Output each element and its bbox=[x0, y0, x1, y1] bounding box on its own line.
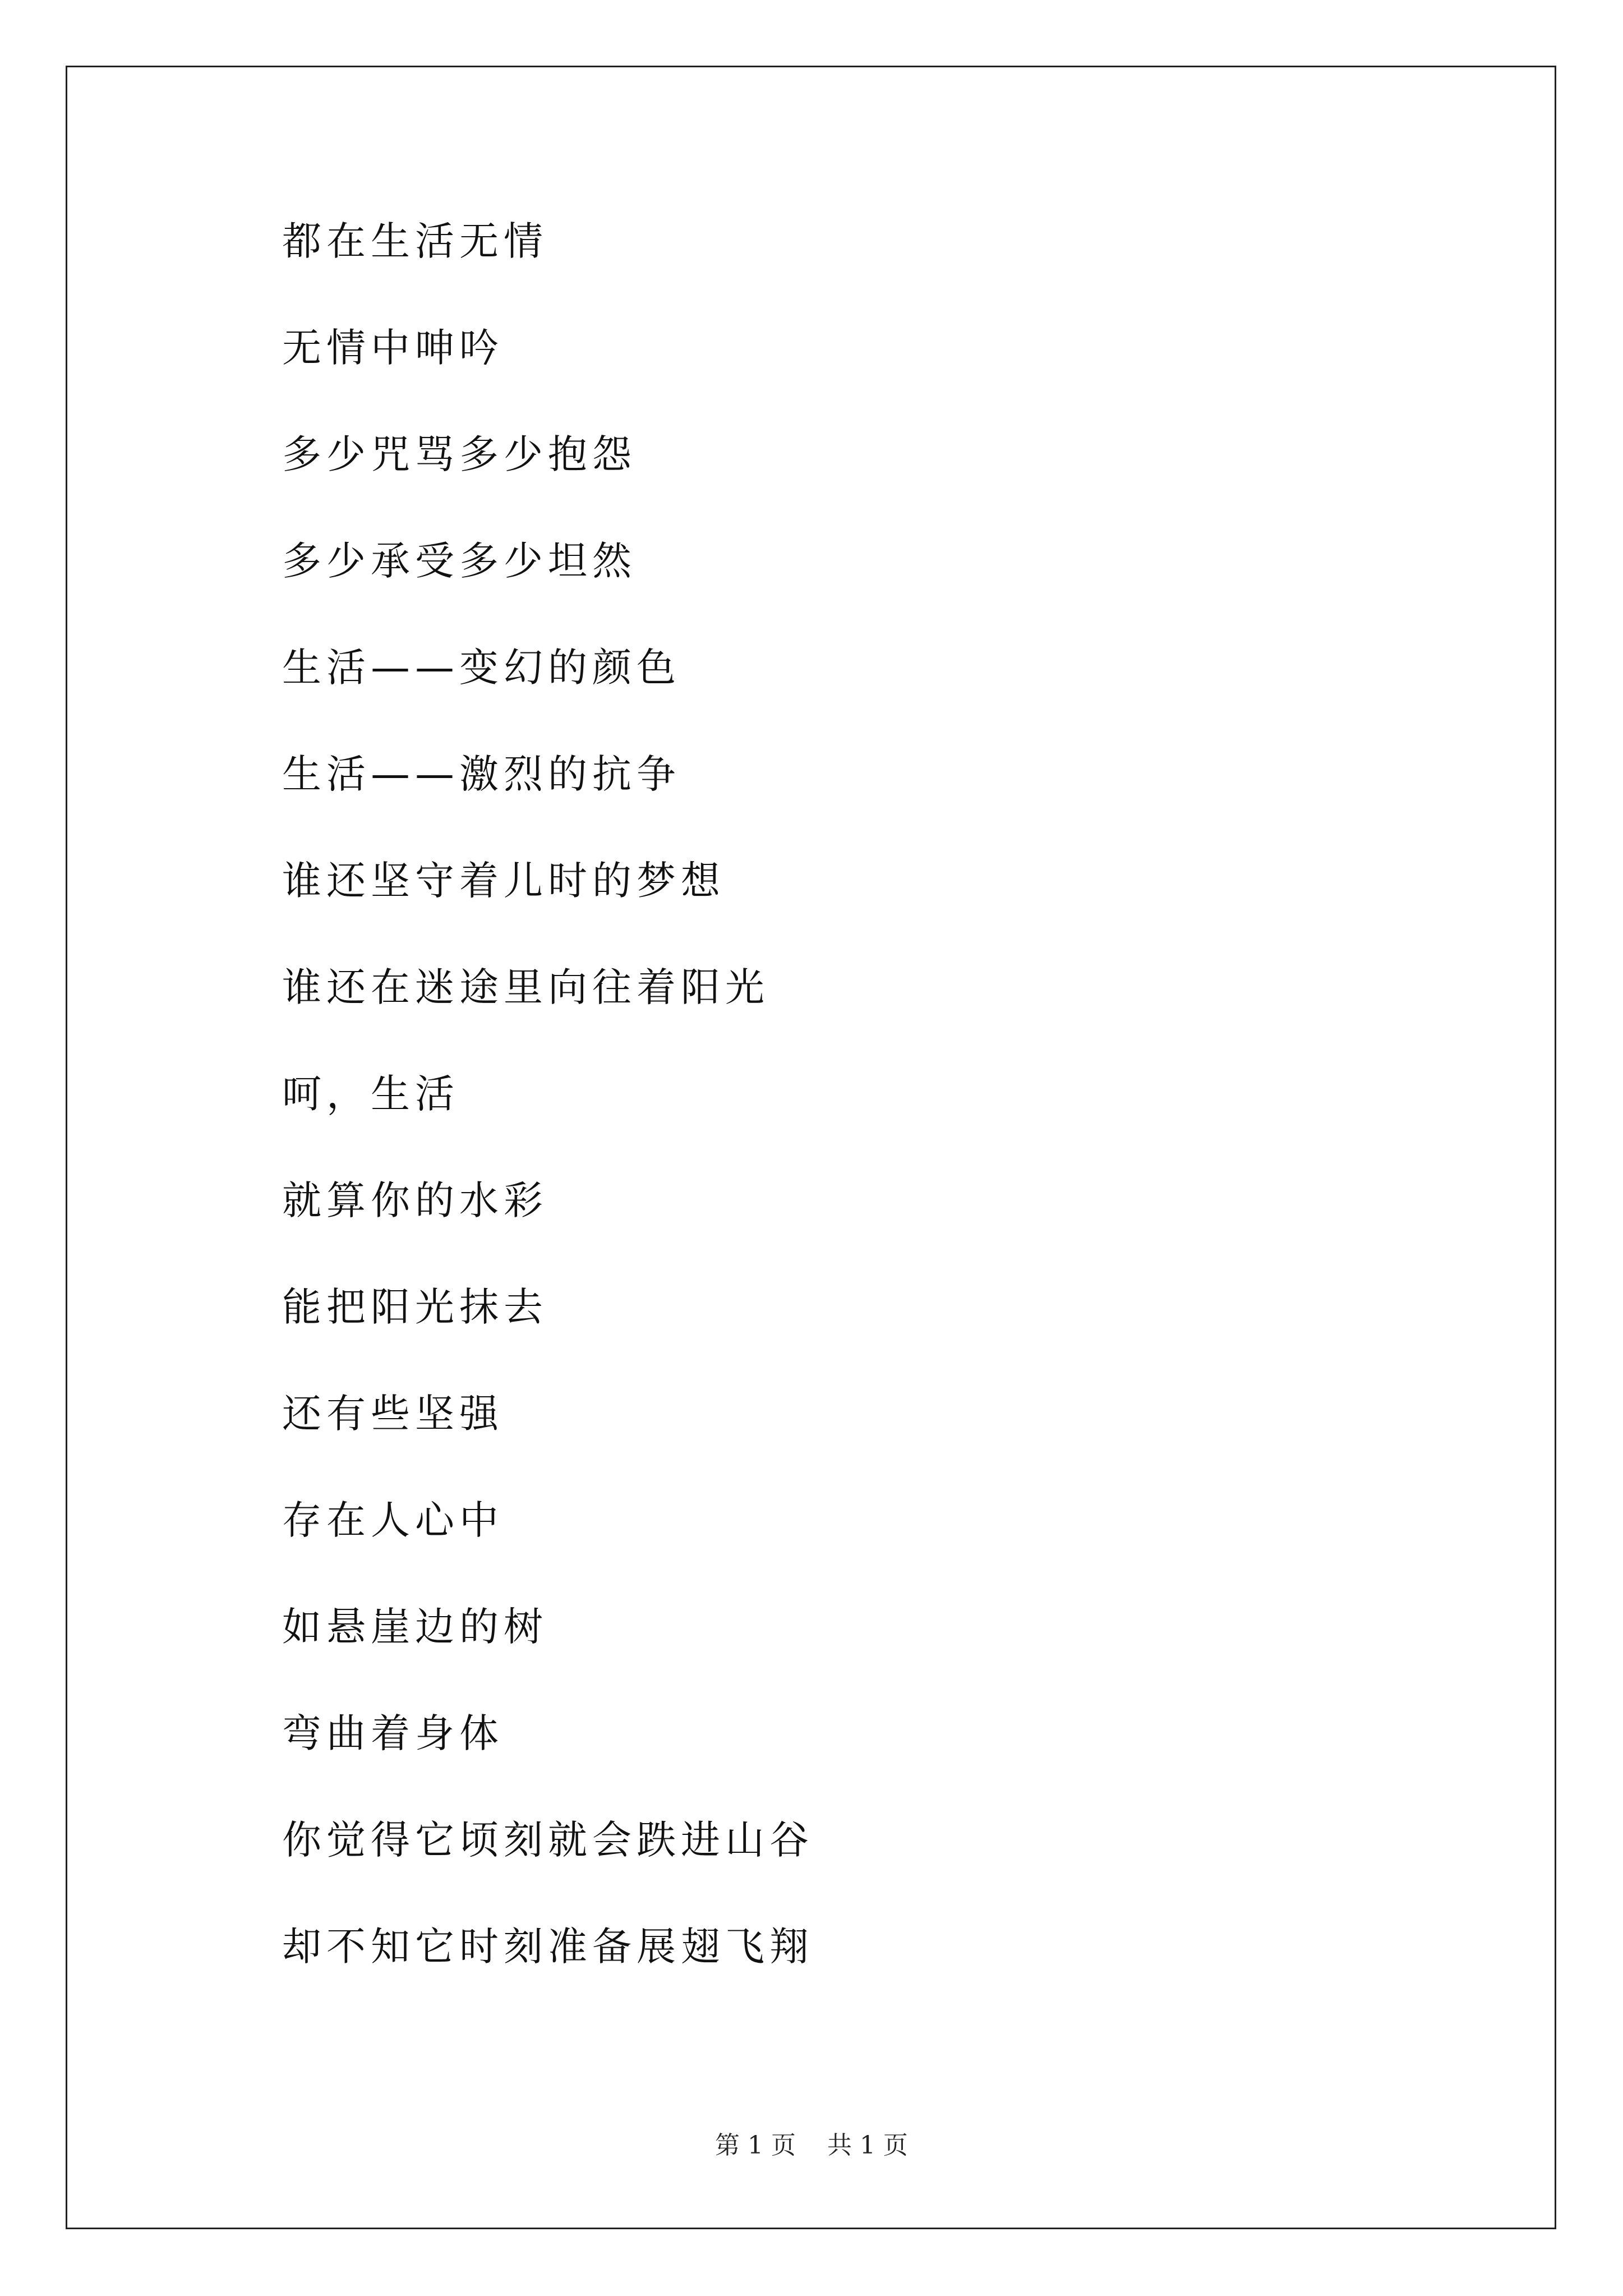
poem-line: 谁还坚守着儿时的梦想 bbox=[282, 858, 725, 904]
poem-line: 多少咒骂多少抱怨 bbox=[282, 431, 637, 477]
poem-line: 生活——变幻的颜色 bbox=[282, 645, 681, 691]
page-footer bbox=[0, 2132, 1623, 2160]
poem-line: 都在生活无情 bbox=[282, 218, 548, 264]
poem-line: 多少承受多少坦然 bbox=[282, 538, 637, 584]
poem-line: 就算你的水彩 bbox=[282, 1177, 548, 1223]
poem-line: 弯曲着身体 bbox=[282, 1710, 504, 1756]
poem-body bbox=[282, 218, 814, 2033]
poem-line: 能把阳光抹去 bbox=[282, 1284, 548, 1330]
poem-line: 无情中呻吟 bbox=[282, 325, 504, 371]
poem-line: 如悬崖边的树 bbox=[282, 1604, 548, 1650]
page-number-label: 第 1 页 共 1 页 bbox=[715, 2131, 908, 2160]
poem-line: 呵，生活 bbox=[282, 1071, 459, 1117]
poem-line: 存在人心中 bbox=[282, 1497, 504, 1543]
poem-line: 还有些坚强 bbox=[282, 1391, 504, 1437]
poem-line: 谁还在迷途里向往着阳光 bbox=[282, 964, 769, 1010]
poem-line: 你觉得它顷刻就会跌进山谷 bbox=[282, 1817, 814, 1863]
poem-line: 生活——激烈的抗争 bbox=[282, 751, 681, 797]
poem-line: 却不知它时刻准备展翅飞翔 bbox=[282, 1924, 814, 1970]
